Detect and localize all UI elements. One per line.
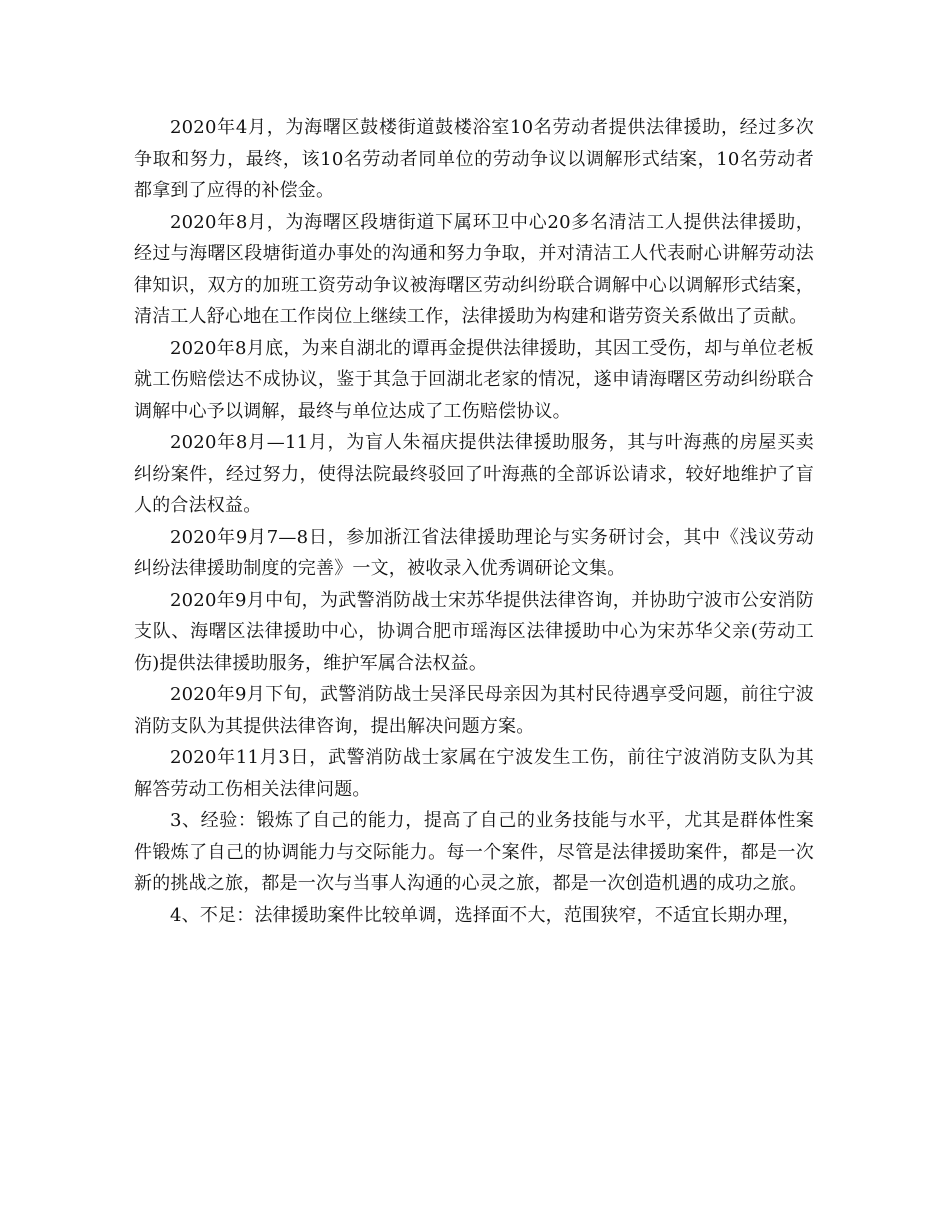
paragraph: 2020年8月底，为来自湖北的谭再金提供法律援助，其因工受伤，却与单位老板就工伤赔偿达不成协议，鉴于其急于回湖北老家的情况，遂申请海曙区劳动纠纷联合调解中心予以调解，最终与单位达成了工伤赔偿协议。 xyxy=(134,337,814,422)
paragraph: 2020年4月，为海曙区鼓楼街道鼓楼浴室10名劳动者提供法律援助，经过多次争取和努力，最终，该10名劳动者同单位的劳动争议以调解形式结案，10名劳动者都拿到了应得的补偿金。 xyxy=(134,117,814,201)
paragraph: 4、不足：法律援助案件比较单调，选择面不大，范围狭窄，不适宜长期办理， xyxy=(170,904,801,926)
document-body xyxy=(134,112,814,931)
paragraph: 2020年9月7—8日，参加浙江省法律援助理论与实务研讨会，其中《浅议劳动纠纷法律援助制度的完善》一文，被收录入优秀调研论文集。 xyxy=(134,526,814,579)
paragraph: 2020年9月中旬，为武警消防战士宋苏华提供法律咨询，并协助宁波市公安消防支队、海曙区法律援助中心，协调合肥市瑶海区法律援助中心为宋苏华父亲(劳动工伤)提供法律援助服务，维护军属合法权益。 xyxy=(134,589,814,674)
paragraph: 3、经验：锻炼了自己的能力，提高了自己的业务技能与水平，尤其是群体性案件锻炼了自己的协调能力与交际能力。每一个案件，尽管是法律援助案件，都是一次新的挑战之旅，都是一次与当事人沟通的心灵之旅，都是一次创造机遇的成功之旅。 xyxy=(134,810,814,894)
paragraph: 2020年11月3日，武警消防战士家属在宁波发生工伤，前往宁波消防支队为其解答劳动工伤相关法律问题。 xyxy=(134,747,814,800)
paragraph: 2020年8月—11月，为盲人朱福庆提供法律援助服务，其与叶海燕的房屋买卖纠纷案件，经过努力，使得法院最终驳回了叶海燕的全部诉讼请求，较好地维护了盲人的合法权益。 xyxy=(134,432,814,516)
paragraph: 2020年8月，为海曙区段塘街道下属环卫中心20多名清洁工人提供法律援助，经过与海曙区段塘街道办事处的沟通和努力争取，并对清洁工人代表耐心讲解劳动法律知识，双方的加班工资劳动争议被海曙区劳动纠纷联合调解中心以调解形式结案，清洁工人舒心地在工作岗位上继续工作，法律援助为构建和谐劳资关系做出了贡献。 xyxy=(134,211,814,327)
paragraph: 2020年9月下旬，武警消防战士吴泽民母亲因为其村民待遇享受问题，前往宁波消防支队为其提供法律咨询，提出解决问题方案。 xyxy=(134,684,814,737)
